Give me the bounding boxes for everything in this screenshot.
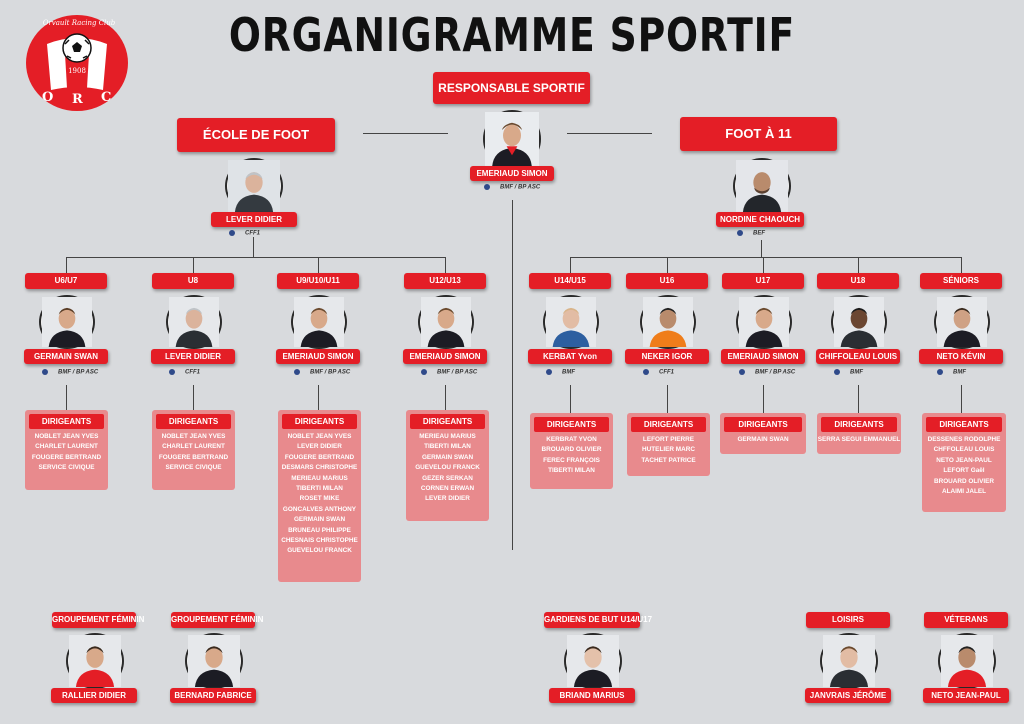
dirigeant-name: NETO JEAN-PAUL [936,456,992,464]
connector-line [667,257,668,273]
bottom-name: BERNARD FABRICE [170,688,256,703]
fff-badge-icon [937,369,943,375]
ecole-cert: CFF1 [229,230,260,237]
dirigeant-name: FOUGERE BERTRAND [284,453,355,461]
fff-badge-icon [229,230,235,236]
dirigeants-header: DIRIGEANTS [821,417,897,432]
dirigeant-name: BROUARD OLIVIER [541,446,602,454]
team-header-u17: U17 [722,273,804,289]
foot11-photo [733,158,791,214]
team-photo-u14-u15 [543,295,599,349]
fff-badge-icon [294,369,300,375]
connector-line [858,385,859,413]
connector-line [858,257,859,273]
team-coach-name: EMERIAUD SIMON [403,349,487,364]
dirigeant-name: SERVICE CIVIQUE [165,464,222,472]
dirigeant-name: GUEVELOU FRANCK [287,547,352,555]
ecole-de-foot-header: ÉCOLE DE FOOT [177,118,335,152]
fff-badge-icon [834,369,840,375]
foot11-name: NORDINE CHAOUCH [716,212,804,227]
dirigeant-name: LEFORT PIERRE [642,436,695,443]
fff-badge-icon [739,369,745,375]
team-coach-cert: CFF1 [169,369,200,376]
dirigeants-header: DIRIGEANTS [29,414,104,429]
foot11-cert: BEF [737,230,765,237]
team-coach-name: EMERIAUD SIMON [276,349,360,364]
fff-badge-icon [546,369,552,375]
team-photo-u18 [831,295,887,349]
team-header-u9-u10-u11: U9/U10/U11 [277,273,359,289]
responsable-sportif-header: RESPONSABLE SPORTIF [433,72,590,104]
ecole-photo [225,158,283,214]
bottom-name: NETO JEAN-PAUL [923,688,1009,703]
dirigeant-name: TIBERTI MILAN [296,485,343,493]
dirigeant-name: CHARLET LAURENT [35,443,98,451]
dirigeant-name: KERBRAT YVON [546,436,597,443]
logo-year: 1908 [68,67,86,75]
bottom-header: GARDIENS DE BUT U14/U17 [544,612,640,628]
dirigeants-header: DIRIGEANTS [282,414,357,429]
team-header-u12-u13: U12/U13 [404,273,486,289]
dirigeant-name: FOUGERE BERTRAND [158,453,229,461]
team-photo-u16 [640,295,696,349]
team-coach-name: NETO KÉVIN [919,349,1003,364]
team-coach-name: CHIFFOLEAU LOUIS [816,349,900,364]
team-photo-s-niors [934,295,990,349]
dirigeants-box-u17 [720,413,806,454]
connector-line [193,257,194,273]
fff-badge-icon [484,184,490,190]
dirigeant-name: TIBERTI MILAN [424,443,471,451]
bottom-name: BRIAND MARIUS [549,688,635,703]
team-photo-u12-u13 [418,295,474,349]
team-coach-name: KERBAT Yvon [528,349,612,364]
connector-line [66,257,445,258]
logo-letter-o: O [42,90,54,105]
dirigeant-name: NOBLET JEAN YVES [287,433,352,440]
fff-badge-icon [737,230,743,236]
dirigeant-name: ROSET MIKE [299,495,340,503]
dirigeant-name: LEVER DIDIER [297,443,342,451]
connector-line [66,257,67,273]
connector-line [961,257,962,273]
connector-line [318,257,319,273]
team-coach-cert: BMF / BP ASC [739,369,795,376]
dirigeant-name: BRUNEAU PHILIPPE [288,526,351,534]
connector-line [318,385,319,410]
fff-badge-icon [643,369,649,375]
dirigeant-name: DESSENES RODOLPHE [927,436,1001,443]
connector-line [570,257,571,273]
team-header-u14-u15: U14/U15 [529,273,611,289]
dirigeant-name: LEFORT Gaël [943,467,985,475]
bottom-header: GROUPEMENT FÉMININ [52,612,136,628]
connector-line [253,237,254,257]
bottom-photo-neto-jean-paul [938,633,996,689]
team-coach-cert: BMF / BP ASC [42,369,98,376]
bottom-photo-rallier-didier [66,633,124,689]
dirigeants-box-u8 [152,410,235,490]
dirigeants-box-u9-u10-u11 [278,410,361,582]
fff-badge-icon [42,369,48,375]
logo-letter-r: R [72,92,83,107]
dirigeant-name: BROUARD OLIVIER [933,477,994,485]
dirigeant-name: CHESNAIS CHRISTOPHE [281,537,358,545]
connector-line [667,385,668,413]
connector-line [445,385,446,410]
dirigeant-name: DESMARS CHRISTOPHE [281,464,358,472]
fff-badge-icon [421,369,427,375]
fff-badge-icon [169,369,175,375]
dirigeant-name: GUEVELOU FRANCK [415,464,480,472]
bottom-photo-briand-marius [564,633,622,689]
dirigeant-name: HUTELIER MARC [642,446,695,454]
team-coach-cert: BMF / BP ASC [421,369,477,376]
dirigeant-name: FOUGERE BERTRAND [31,453,102,461]
dirigeants-box-s-niors [922,413,1006,512]
team-photo-u8 [166,295,222,349]
team-header-u16: U16 [626,273,708,289]
team-coach-name: NEKER IGOR [625,349,709,364]
team-header-u18: U18 [817,273,899,289]
connector-line [193,385,194,410]
bottom-photo-janvrais-j-r-me [820,633,878,689]
team-photo-u6-u7 [39,295,95,349]
dirigeant-name: TACHET PATRICE [641,456,696,464]
dirigeant-name: GERMAIN SWAN [293,516,346,524]
bottom-header: LOISIRS [806,612,890,628]
dirigeant-name: NOBLET JEAN YVES [161,433,226,440]
connector-line [512,200,513,550]
dirigeant-name: GEZER SERKAN [422,474,473,482]
bottom-header: GROUPEMENT FÉMININ [171,612,255,628]
team-coach-name: EMERIAUD SIMON [721,349,805,364]
dirigeants-box-u14-u15 [530,413,613,489]
team-coach-name: GERMAIN SWAN [24,349,108,364]
connector-line [763,385,764,413]
team-coach-cert: CFF1 [643,369,674,376]
dirigeant-name: MERIEAU MARIUS [291,474,348,482]
dirigeant-name: LEVER DIDIER [425,495,470,503]
dirigeants-box-u16 [627,413,710,476]
team-header-s-niors: SÉNIORS [920,273,1002,289]
page-title: ORGANIGRAMME SPORTIF [228,8,796,62]
connector-line [445,257,446,273]
dirigeant-name: SERVICE CIVIQUE [38,464,95,472]
dirigeant-name: SERRA SEGUI EMMANUEL [817,436,901,443]
dirigeant-name: ALAIMI JALEL [941,488,987,496]
responsable-photo [483,110,541,168]
responsable-cert: BMF / BP ASC [484,184,540,191]
team-header-u8: U8 [152,273,234,289]
team-coach-cert: BMF [834,369,863,376]
bottom-name: JANVRAIS JÉRÔME [805,688,891,703]
team-header-u6-u7: U6/U7 [25,273,107,289]
dirigeant-name: MERIEAU MARIUS [419,433,476,440]
dirigeant-name: GERMAIN SWAN [737,436,789,443]
dirigeant-name: FEREC FRANÇOIS [543,456,600,464]
dirigeants-header: DIRIGEANTS [724,417,802,432]
dirigeants-header: DIRIGEANTS [534,417,609,432]
dirigeant-name: GERMAIN SWAN [421,453,474,461]
connector-line [570,257,961,258]
dirigeants-box-u18 [817,413,901,454]
logo-letter-c: C [101,90,112,105]
bottom-photo-bernard-fabrice [185,633,243,689]
dirigeants-box-u6-u7 [25,410,108,490]
ecole-name: LEVER DIDIER [211,212,297,227]
connector-line [761,240,762,257]
connector-line [66,385,67,410]
team-coach-cert: BMF / BP ASC [294,369,350,376]
dirigeants-header: DIRIGEANTS [631,417,706,432]
connector-line [363,133,448,134]
bottom-name: RALLIER DIDIER [51,688,137,703]
dirigeant-name: NOBLET JEAN YVES [34,433,99,440]
dirigeant-name: CHFFOLEAU LOUIS [933,446,995,454]
connector-line [570,385,571,413]
team-coach-cert: BMF [546,369,575,376]
dirigeant-name: CHARLET LAURENT [162,443,225,451]
connector-line [567,133,652,134]
dirigeants-header: DIRIGEANTS [156,414,231,429]
dirigeant-name: TIBERTI MILAN [548,467,595,475]
team-coach-name: LEVER DIDIER [151,349,235,364]
responsable-name: EMERIAUD SIMON [470,166,554,181]
foot-a-11-header: FOOT À 11 [680,117,837,151]
logo-arc-text: Orvault Racing Club [42,19,116,27]
dirigeant-name: CORNEN ERWAN [420,485,475,493]
dirigeants-box-u12-u13 [406,410,489,521]
team-coach-cert: BMF [937,369,966,376]
connector-line [961,385,962,413]
dirigeants-header: DIRIGEANTS [926,417,1002,432]
bottom-header: VÉTERANS [924,612,1008,628]
dirigeants-header: DIRIGEANTS [410,414,485,429]
team-photo-u9-u10-u11 [291,295,347,349]
team-photo-u17 [736,295,792,349]
dirigeant-name: GONCALVES ANTHONY [282,505,357,513]
connector-line [763,257,764,273]
